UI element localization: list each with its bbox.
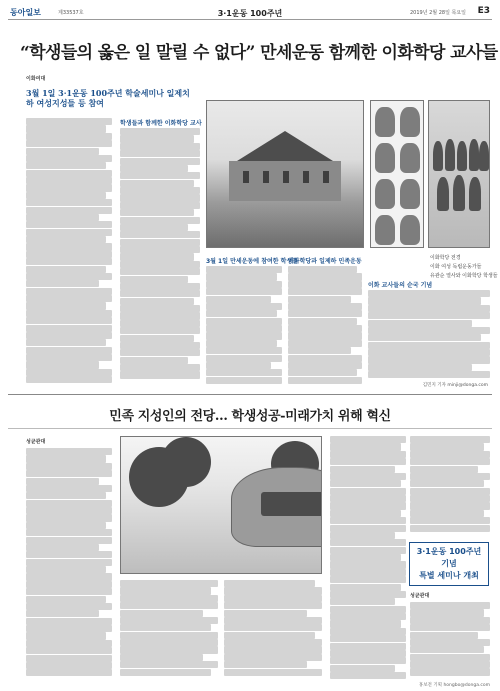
caption-3: 유관순 열사와 이화학당 학생들 [430,273,498,279]
article1-text-col5 [368,290,490,386]
students-group-photo [428,100,490,248]
issue-date: 2019년 2월 28일 목요일 [409,10,466,16]
badge-line-2: 특별 세미나 개최 [419,571,479,580]
article1-text-col1 [26,118,112,388]
article2-text-col3 [224,580,322,680]
badge-line-1: 3·1운동 100주년 기념 [416,547,482,568]
women-portraits-photo [370,100,424,248]
article1-section-heading-4: 이화 교사들의 순국 기념 [368,282,433,289]
edition-number: 제33537호 [58,10,84,16]
campus-building-photo [206,100,364,248]
article2-text-col5 [410,436,490,536]
paper-name: 동아일보 [10,8,41,17]
section-title: 3·1운동 100주년 [217,9,283,18]
section-divider [8,394,492,395]
article1-section-heading-2: 3월 1일 만세운동에 참여한 학생들 [206,258,299,265]
photo-captions [430,254,498,281]
article1-text-col2 [120,128,200,388]
article1-subhead: 3월 1일 3·1운동 100주년 학술세미나 일제치하 여성지성들 등 참여 [26,88,190,108]
article2-headline: 민족 지성인의 전당… 학생성공-미래가치 위해 혁신 [109,409,391,424]
page-number: E3 [477,6,490,16]
article1-text-col4 [288,266,362,388]
monument-stone-photo [120,436,322,574]
article1-section-heading-3: 이화학당과 일제하 민족운동 [288,258,362,265]
article1-credit: 김민지 기자 minji@donga.com [422,383,488,388]
article2-text-col4 [330,436,406,680]
article1-headline: “학생들의 옳은 일 말릴 수 없다” 만세운동 함께한 이화학당 교사들 [20,43,498,63]
monument-plate [261,492,322,516]
article1-text-col3 [206,266,282,388]
article2-byline: 성균관대 [26,439,46,445]
seminar-badge [409,542,489,586]
caption-2: 이화 여성 독립운동가들 [430,264,482,270]
article1-byline: 이화여대 [26,76,46,82]
article2-text-col2 [120,580,218,680]
article2-footer: 홍보전 기획 hongbo@donga.com [418,683,490,688]
masthead [8,6,492,20]
article1-section-heading-1: 학생들과 함께한 이화학당 교사 [120,120,202,127]
article2-text-col1 [26,448,112,680]
sidebar-text [410,602,490,680]
headline-underline [8,428,492,429]
caption-1: 이화학당 전경 [430,255,461,261]
sidebar-byline: 성균관대 [410,593,430,599]
